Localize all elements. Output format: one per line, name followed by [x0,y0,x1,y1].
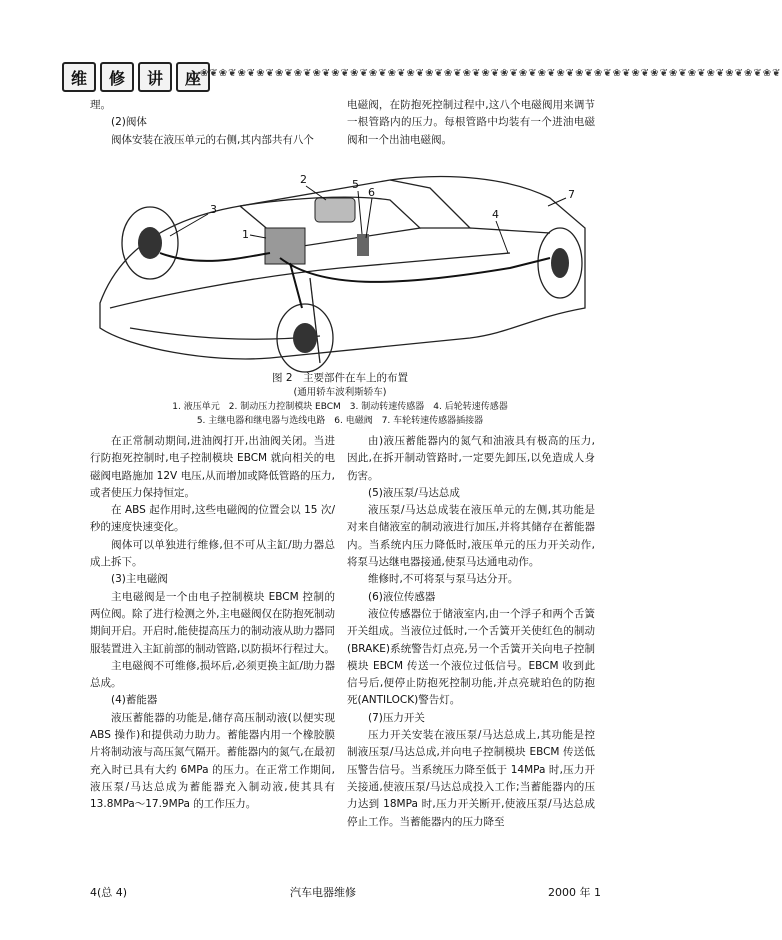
page-number: 4(总 4) [90,886,128,899]
diagram-label: 7 [568,188,575,201]
section-heading: (6)液位传感器 [368,590,436,603]
top-left-text [90,97,335,149]
top-right-text [347,97,595,149]
figure-subcaption: (通用轿车波利斯轿车) [293,387,387,398]
issue-date: 2000 年 1 [548,886,601,899]
right-column [347,433,595,831]
figure-legend: 5. 主继电器和继电器与选线电路 6. 电磁阀 7. 车轮转速传感器插接器 [196,416,484,426]
paragraph: 阀体安装在液压单元的右侧,其内部共有八个 [111,133,314,146]
figure-legend: 1. 液压单元 2. 制动压力控制模块 EBCM 3. 制动转速传感器 4. 后轮转速传感器 [172,402,508,412]
header-box: 讲 [138,62,172,92]
section-heading: (4)蓄能器 [111,694,158,707]
diagram-label: 4 [492,208,499,221]
section-heading: (2)阀体 [111,116,147,129]
car-layout-diagram [90,158,590,373]
paragraph: 主电磁阀是一个由电子控制模块 EBCM 控制的两位阀。除了进行检测之外,主电磁阀仅在防抱死制动期间开启。开启时,能使提高压力的制动液从助力器同服装置进入主缸前部的制动管路,以防损坏行程过大。 [90,590,335,655]
header-box: 维 [62,62,96,92]
paragraph: 电磁阀，在防抱死控制过程中,这八个电磁阀用来调节一根管路内的压力。每根管路中均装有一个进油电磁阀和一个出油电磁阀。 [347,99,595,146]
column-header [62,62,210,92]
paragraph: 液压蓄能器的功能是,储存高压制动液(以便实现 ABS 操作)和提供动力助力。蓄能器内用一个橡胶膜片将制动液与高压氮气隔开。蓄能器内的氮气,在最初充入时已具有大约 6MPa 的压力。在正常工作期间,液压泵/马达总成为蓄能器充入制动液,使其具有 13.8MPa～17.9MPa 的工作压力。 [90,711,335,811]
section-heading: (7)压力开关 [368,711,425,724]
paragraph: 液位传感器位于储液室内,由一个浮子和两个舌簧开关组成。当液位过低时,一个舌簧开关使红色的制动(BRAKE)系统警告灯点亮,另一个舌簧开关向电子控制模块 EBCM 传送一个液位过低信号。EBCM 收到此信号后,便停止防抱死控制功能,并点亮琥珀色的防抱死(ANTILOCK)警告灯。 [347,607,595,707]
header-box: 修 [100,62,134,92]
header-ornament: ❀❦❀❦❀❦❀❦❀❦❀❦❀❦❀❦❀❦❀❦❀❦❀❦❀❦❀❦❀❦❀❦❀❦❀❦❀❦❀❦❀❦❀❦❀❦❀❦❀❦❀❦❀❦❀❦❀❦❀❦❀❦ [200,68,782,79]
paragraph: 在正常制动期间,进油阀打开,出油阀关闭。当进行防抱死控制时,电子控制模块 EBCM 就向相关的电磁阀电路施加 12V 电压,从而增加或降低管路的压力,或者使压力保持恒定。 [90,435,335,499]
paragraph: 由)液压蓄能器内的氮气和油液具有极高的压力,因此,在拆开制动管路时,一定要先卸压,以免造成人身伤害。 [347,435,595,482]
figure-caption: 图 2 主要部件在车上的布置 [271,372,409,384]
diagram-label: 3 [210,203,217,216]
paragraph: 阀体可以单独进行维修,但不可从主缸/助力器总成上拆下。 [90,538,335,569]
section-heading: (3)主电磁阀 [111,573,168,586]
diagram-label: 6 [368,186,375,199]
paragraph: 主电磁阀不可维修,损坏后,必须更换主缸/助力器总成。 [90,659,335,690]
diagram-label: 1 [242,228,249,241]
paragraph: 液压泵/马达总成装在液压单元的左侧,其功能是对来自储液室的制动液进行加压,并将其储存在蓄能器内。当系统内压力降低时,液压单元的压力开关动作,将泵马达继电器接通,使泵马达通电动作。 [347,504,595,569]
paragraph: 压力开关安装在液压泵/马达总成上,其功能是控制液压泵/马达总成,并向电子控制模块 EBCM 传送低压警告信号。当系统压力降至低于 14MPa 时,压力开关接通,使液压泵/马达总成投入工作;当蓄能器内的压力达到 18MPa 时,压力开关断开,使液压泵/马达总成停止工作。当蓄能器内的压力降至 [347,729,595,828]
diagram-label: 5 [352,178,359,191]
paragraph: 在 ABS 起作用时,这些电磁阀的位置会以 15 次/秒的速度快速变化。 [90,504,335,534]
header-box: 座 [176,62,210,92]
paragraph: 维修时,不可将泵与泵马达分开。 [368,573,519,586]
left-column [90,433,335,814]
diagram-label: 2 [300,173,307,186]
paragraph: 理。 [90,99,111,111]
journal-name: 汽车电器维修 [290,886,356,899]
section-heading: (5)液压泵/马达总成 [368,486,460,499]
